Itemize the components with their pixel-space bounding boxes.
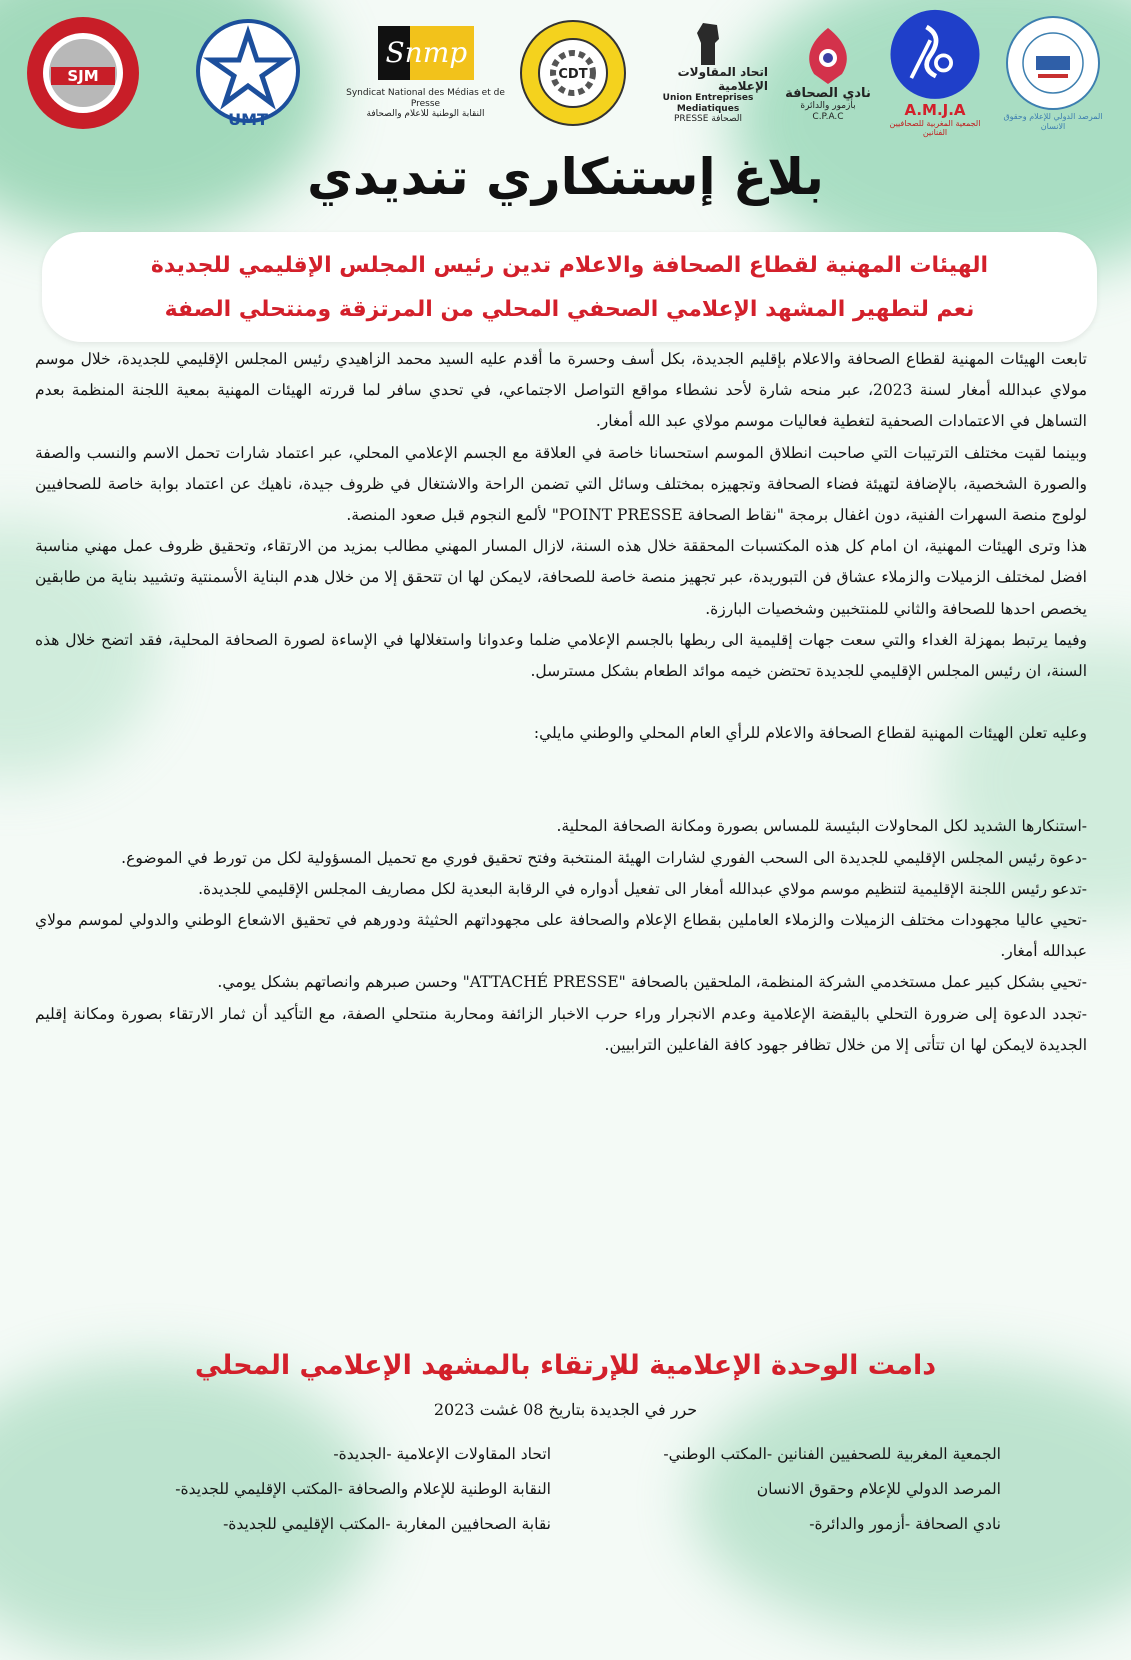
subtitle-line-2: نعم لتطهير المشهد الإعلامي الصحفي المحلي من المرتزقة ومنتحلي الصفة bbox=[164, 297, 975, 322]
subtitle-line-1: الهيئات المهنية لقطاع الصحافة والاعلام تدين رئيس المجلس الإقليمي للجديدة bbox=[150, 253, 989, 278]
snmp-logo bbox=[338, 8, 513, 138]
umt-emblem-icon bbox=[188, 15, 308, 131]
uem-logo bbox=[648, 8, 768, 138]
amja-title: A.M.J.A bbox=[904, 100, 966, 119]
subtitle-box bbox=[42, 232, 1097, 342]
demand-item: -استنكارها الشديد لكل المحاولات البئيسة للمساس بصورة ومكانة الصحافة المحلية. bbox=[556, 817, 1087, 836]
svg-text:UMT: UMT bbox=[228, 110, 268, 129]
signatories-left bbox=[175, 1437, 551, 1542]
signatory: اتحاد المقاولات الإعلامية -الجديدة- bbox=[333, 1445, 551, 1463]
page-title: بلاغ إستنكاري تنديدي bbox=[307, 148, 824, 206]
demand-item: -تحيي عاليا مجهودات مختلف الزميلات والزملاء العاملين بقطاع الإعلام والصحافة على مجهوداتهم الحثيثة ودورهم في تحقيق الاشعاع الوطني والدولي لموسم مولاي عبدالله أمغار. bbox=[35, 911, 1087, 961]
svg-text:CDT: CDT bbox=[558, 67, 588, 82]
amja-logo bbox=[880, 8, 990, 138]
signatories-right bbox=[663, 1437, 1001, 1542]
cpac-title: نادي الصحافة bbox=[785, 85, 871, 101]
sjm-logo bbox=[18, 8, 148, 138]
svg-text:SJM: SJM bbox=[67, 67, 99, 85]
snmp-badge: Snmp bbox=[378, 26, 474, 80]
logo-strip bbox=[18, 8, 1113, 138]
snmp-caption-ar: النقابة الوطنية للاعلام والصحافة bbox=[366, 109, 485, 120]
closing-slogan: دامت الوحدة الإعلامية للإرتقاء بالمشهد الإعلامي المحلي bbox=[194, 1350, 937, 1381]
raised-fist-icon bbox=[693, 21, 723, 65]
observatory-emblem-icon bbox=[1004, 14, 1102, 112]
paragraph: هذا وترى الهيئات المهنية، ان امام كل هذه المكتسبات المحققة خلال هذه السنة، لازال المسار المهني مطالب بمزيد من الارتقاء، وتحقيق ظروف عمل مهني مناسبة افضل لمختلف الزميلات والزملاء عشاق فن التبوريدة، عبر تجهيز منصة خاصة للصحافة، لايمكن لها ان تتحقق إلا من خلال هدم البناية الأسمنتية وتشييد بناية من طابقين يخصص احدها للصحافة والثاني للمنتخبين وشخصيات البارزة. bbox=[35, 537, 1087, 618]
demand-item: -تحيي بشكل كبير عمل مستخدمي الشركة المنظمة، الملحقين بالصحافة "ATTACHÉ PRESSE" وحسن صبرهم وانصاتهم بشكل يومي. bbox=[217, 973, 1087, 992]
cdt-emblem-icon bbox=[517, 17, 629, 129]
signatory: نقابة الصحافيين المغاربة -المكتب الإقليمي للجديدة- bbox=[223, 1515, 551, 1533]
cpac-logo bbox=[778, 8, 878, 138]
amja-caption: الجمعية المغربية للصحافيين الفنانين bbox=[889, 118, 981, 138]
signatory: الجمعية المغربية للصحفيين الفنانين -المكتب الوطني- bbox=[663, 1445, 1001, 1463]
amja-emblem-icon bbox=[886, 8, 984, 101]
paragraph: وفيما يرتبط بمهزلة الغداء والتي سعت جهات إقليمية الى ربطها بالجسم الإعلامي ضلما وعدوانا واستغلالها في الإساءة لصورة الصحافة المحلية، فقد اتضح خلال هذه السنة، ان رئيس المجلس الإقليمي للجديدة تحتضن خيمه موائد الطعام بشكل مسترسل. bbox=[35, 630, 1087, 681]
snmp-caption: Syndicat National des Médias et de Presse bbox=[346, 87, 505, 109]
statement-body bbox=[35, 344, 1087, 1061]
paragraph: وعليه تعلن الهيئات المهنية لقطاع الصحافة والاعلام للرأي العام المحلي والوطني مايلي: bbox=[533, 724, 1087, 743]
uem-caption-2: PRESSE الصحافة bbox=[673, 114, 743, 125]
demand-item: -تجدد الدعوة إلى ضرورة التحلي باليقضة الإعلامية وعدم الانجرار وراء حرب الاخبار الزائفة ومحاربة منتحلي الصفة، مع التأكيد أن ثمار الارتقاء بصورة ومكانة إقليم الجديدة لايمكن لها ان تتأتى إلا من خلال تظافر جهود كافة الفاعلين الترابيين. bbox=[35, 1004, 1087, 1054]
demand-item: -دعوة رئيس المجلس الإقليمي للجديدة الى السحب الفوري لشارات الهيئة المنتخبة وفتح تحقيق فوري مع تحميل المسؤولية لكل من تورط في الموضوع. bbox=[121, 848, 1087, 867]
signatory: المرصد الدولي للإعلام وحقوق الانسان bbox=[756, 1480, 1001, 1498]
observatory-logo bbox=[993, 8, 1113, 138]
cdt-logo bbox=[508, 8, 638, 138]
signatory: النقابة الوطنية للإعلام والصحافة -المكتب الإقليمي للجديدة- bbox=[175, 1480, 551, 1498]
signing-place-date: حرر في الجديدة بتاريخ 08 غشت 2023 bbox=[433, 1400, 698, 1419]
demand-item: -تدعو رئيس اللجنة الإقليمية لتنظيم موسم مولاي عبدالله أمغار الى تفعيل أدواره في الرقابة البعدية لكل مصاريف المجلس الإقليمي للجديدة. bbox=[198, 879, 1087, 898]
observatory-caption: المرصد الدولي للإعلام وحقوق الانسان bbox=[1003, 112, 1103, 131]
umt-logo bbox=[178, 8, 318, 138]
uem-caption: Union Entreprises Mediatiques bbox=[662, 92, 754, 114]
signatory: نادي الصحافة -أزمور والدائرة- bbox=[809, 1515, 1001, 1533]
paragraph: تابعت الهيئات المهنية لقطاع الصحافة والاعلام بإقليم الجديدة، بكل أسف وحسرة ما أقدم عليه السيد محمد الزاهيدي رئيس المجلس الإقليمي للجديدة، خلال موسم مولاي عبدالله أمغار لسنة 2023، عبر منحه شارة لأحد نشطاء مواقع التواصل الاجتماعي، في تحدي سافر لما قررته الهيئات المهنية بمعية اللجنة المنظمة بعدم التساهل في الاعتمادات الصحفية لتغطية فعاليات موسم مولاي عبد الله أمغار. bbox=[35, 350, 1087, 431]
cpac-caption: بأزمور والدائرة bbox=[800, 100, 856, 111]
paragraph: وبينما لقيت مختلف الترتيبات التي صاحبت انطلاق الموسم استحسانا خاصة في العلاقة مع الجسم الإعلامي المحلي، عبر اعتماد شارات تحمل الاسم والنسب والصفة والصورة الشخصية، بالإضافة لتهيئة فضاء الصحافة وتجهيزه بمختلف وسائل التي تضمن الراحة والاشتغال في ظروف جيدة، ناهيك عن اعتماد بوابة خاصة للصحافيين لولوج منصة السهرات الفنية، دون اغفال برمجة "نقاط الصحافة POINT PRESSE" لألمع النجوم قبل صعود المنصة. bbox=[35, 443, 1087, 525]
cpac-caption-2: C.P.A.C bbox=[812, 111, 844, 122]
pen-nib-icon bbox=[798, 24, 858, 86]
sjm-emblem-icon bbox=[23, 13, 143, 133]
uem-title: اتحاد المقاولات الإعلامية bbox=[677, 64, 768, 93]
